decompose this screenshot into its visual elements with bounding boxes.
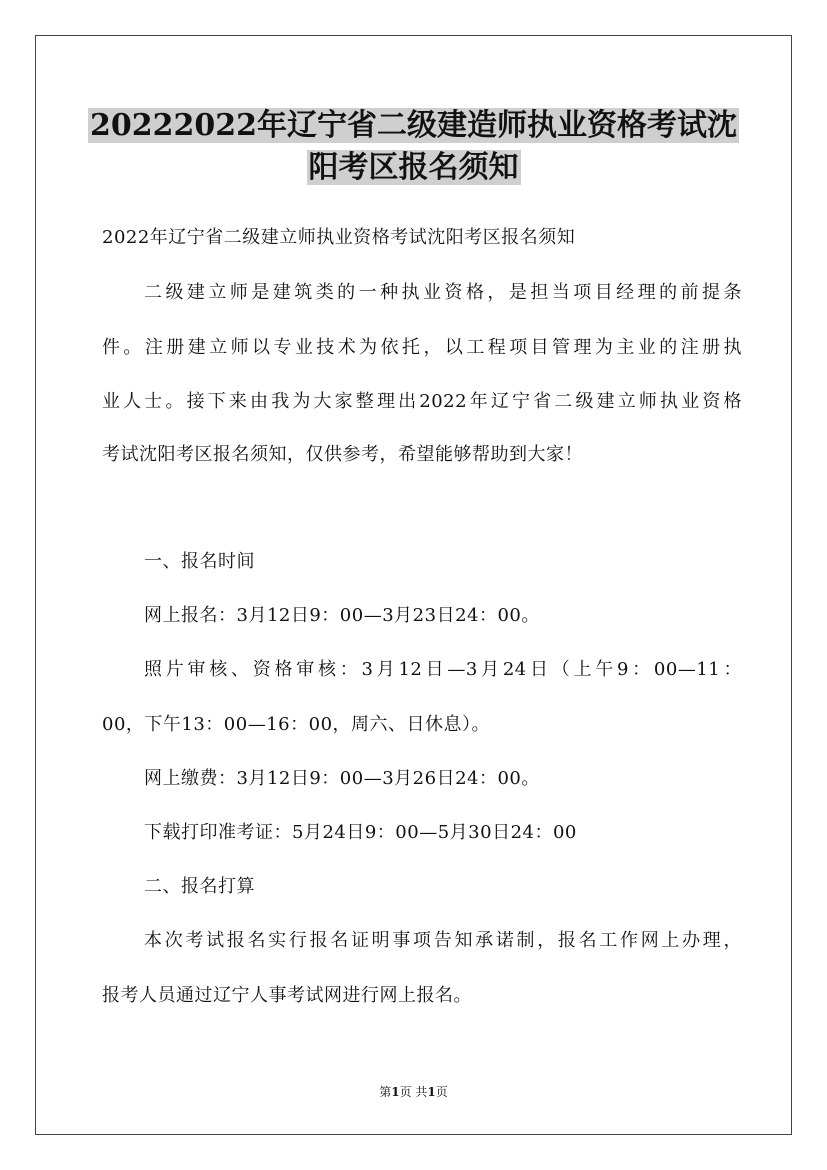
section-heading: 二、报名打算 xyxy=(144,876,255,897)
page-border xyxy=(35,35,792,1135)
footer-page-total: 1 xyxy=(427,1085,436,1099)
footer-page-number: 1 xyxy=(391,1085,400,1099)
paragraph-line: 本次考试报名实行报名证明事项告知承诺制，报名工作网上办理， xyxy=(144,930,742,951)
section-heading: 一、报名时间 xyxy=(144,551,255,572)
paragraph-line: 件。注册建立师以专业技术为依托，以工程项目管理为主业的注册执 xyxy=(102,337,742,358)
document-title-line-2: 阳考区报名须知 xyxy=(308,150,519,185)
paragraph-line: 考试沈阳考区报名须知，仅供参考，希望能够帮助到大家！ xyxy=(102,444,583,465)
paragraph-line: 二级建立师是建筑类的一种执业资格，是担当项目经理的前提条 xyxy=(144,282,742,303)
footer-page-mid: 页 共 xyxy=(399,1085,428,1099)
document-title-line-1: 20222022年辽宁省二级建造师执业资格考试沈 xyxy=(90,108,737,143)
paragraph-line: 业人士。接下来由我为大家整理出2022年辽宁省二级建立师执业资格 xyxy=(102,391,742,412)
footer-page-prefix: 第 xyxy=(379,1085,392,1099)
subtitle-line: 2022年辽宁省二级建立师执业资格考试沈阳考区报名须知 xyxy=(102,227,576,248)
footer-page-suffix: 页 xyxy=(435,1085,448,1099)
paragraph-line: 报考人员通过辽宁人事考试网进行网上报名。 xyxy=(102,985,472,1006)
paragraph-line: 00，下午13：00—16：00，周六、日休息）。 xyxy=(102,714,491,735)
paragraph-line: 网上缴费：3月12日9：00—3月26日24：00。 xyxy=(144,768,540,789)
paragraph-line: 下载打印准考证：5月24日9：00—5月30日24：00 xyxy=(144,822,577,843)
paragraph-line: 网上报名：3月12日9：00—3月23日24：00。 xyxy=(144,605,540,626)
page-footer xyxy=(0,1084,827,1100)
paragraph-line: 照片审核、资格审核：3月12日—3月24日（上午9：00—11： xyxy=(144,659,742,680)
